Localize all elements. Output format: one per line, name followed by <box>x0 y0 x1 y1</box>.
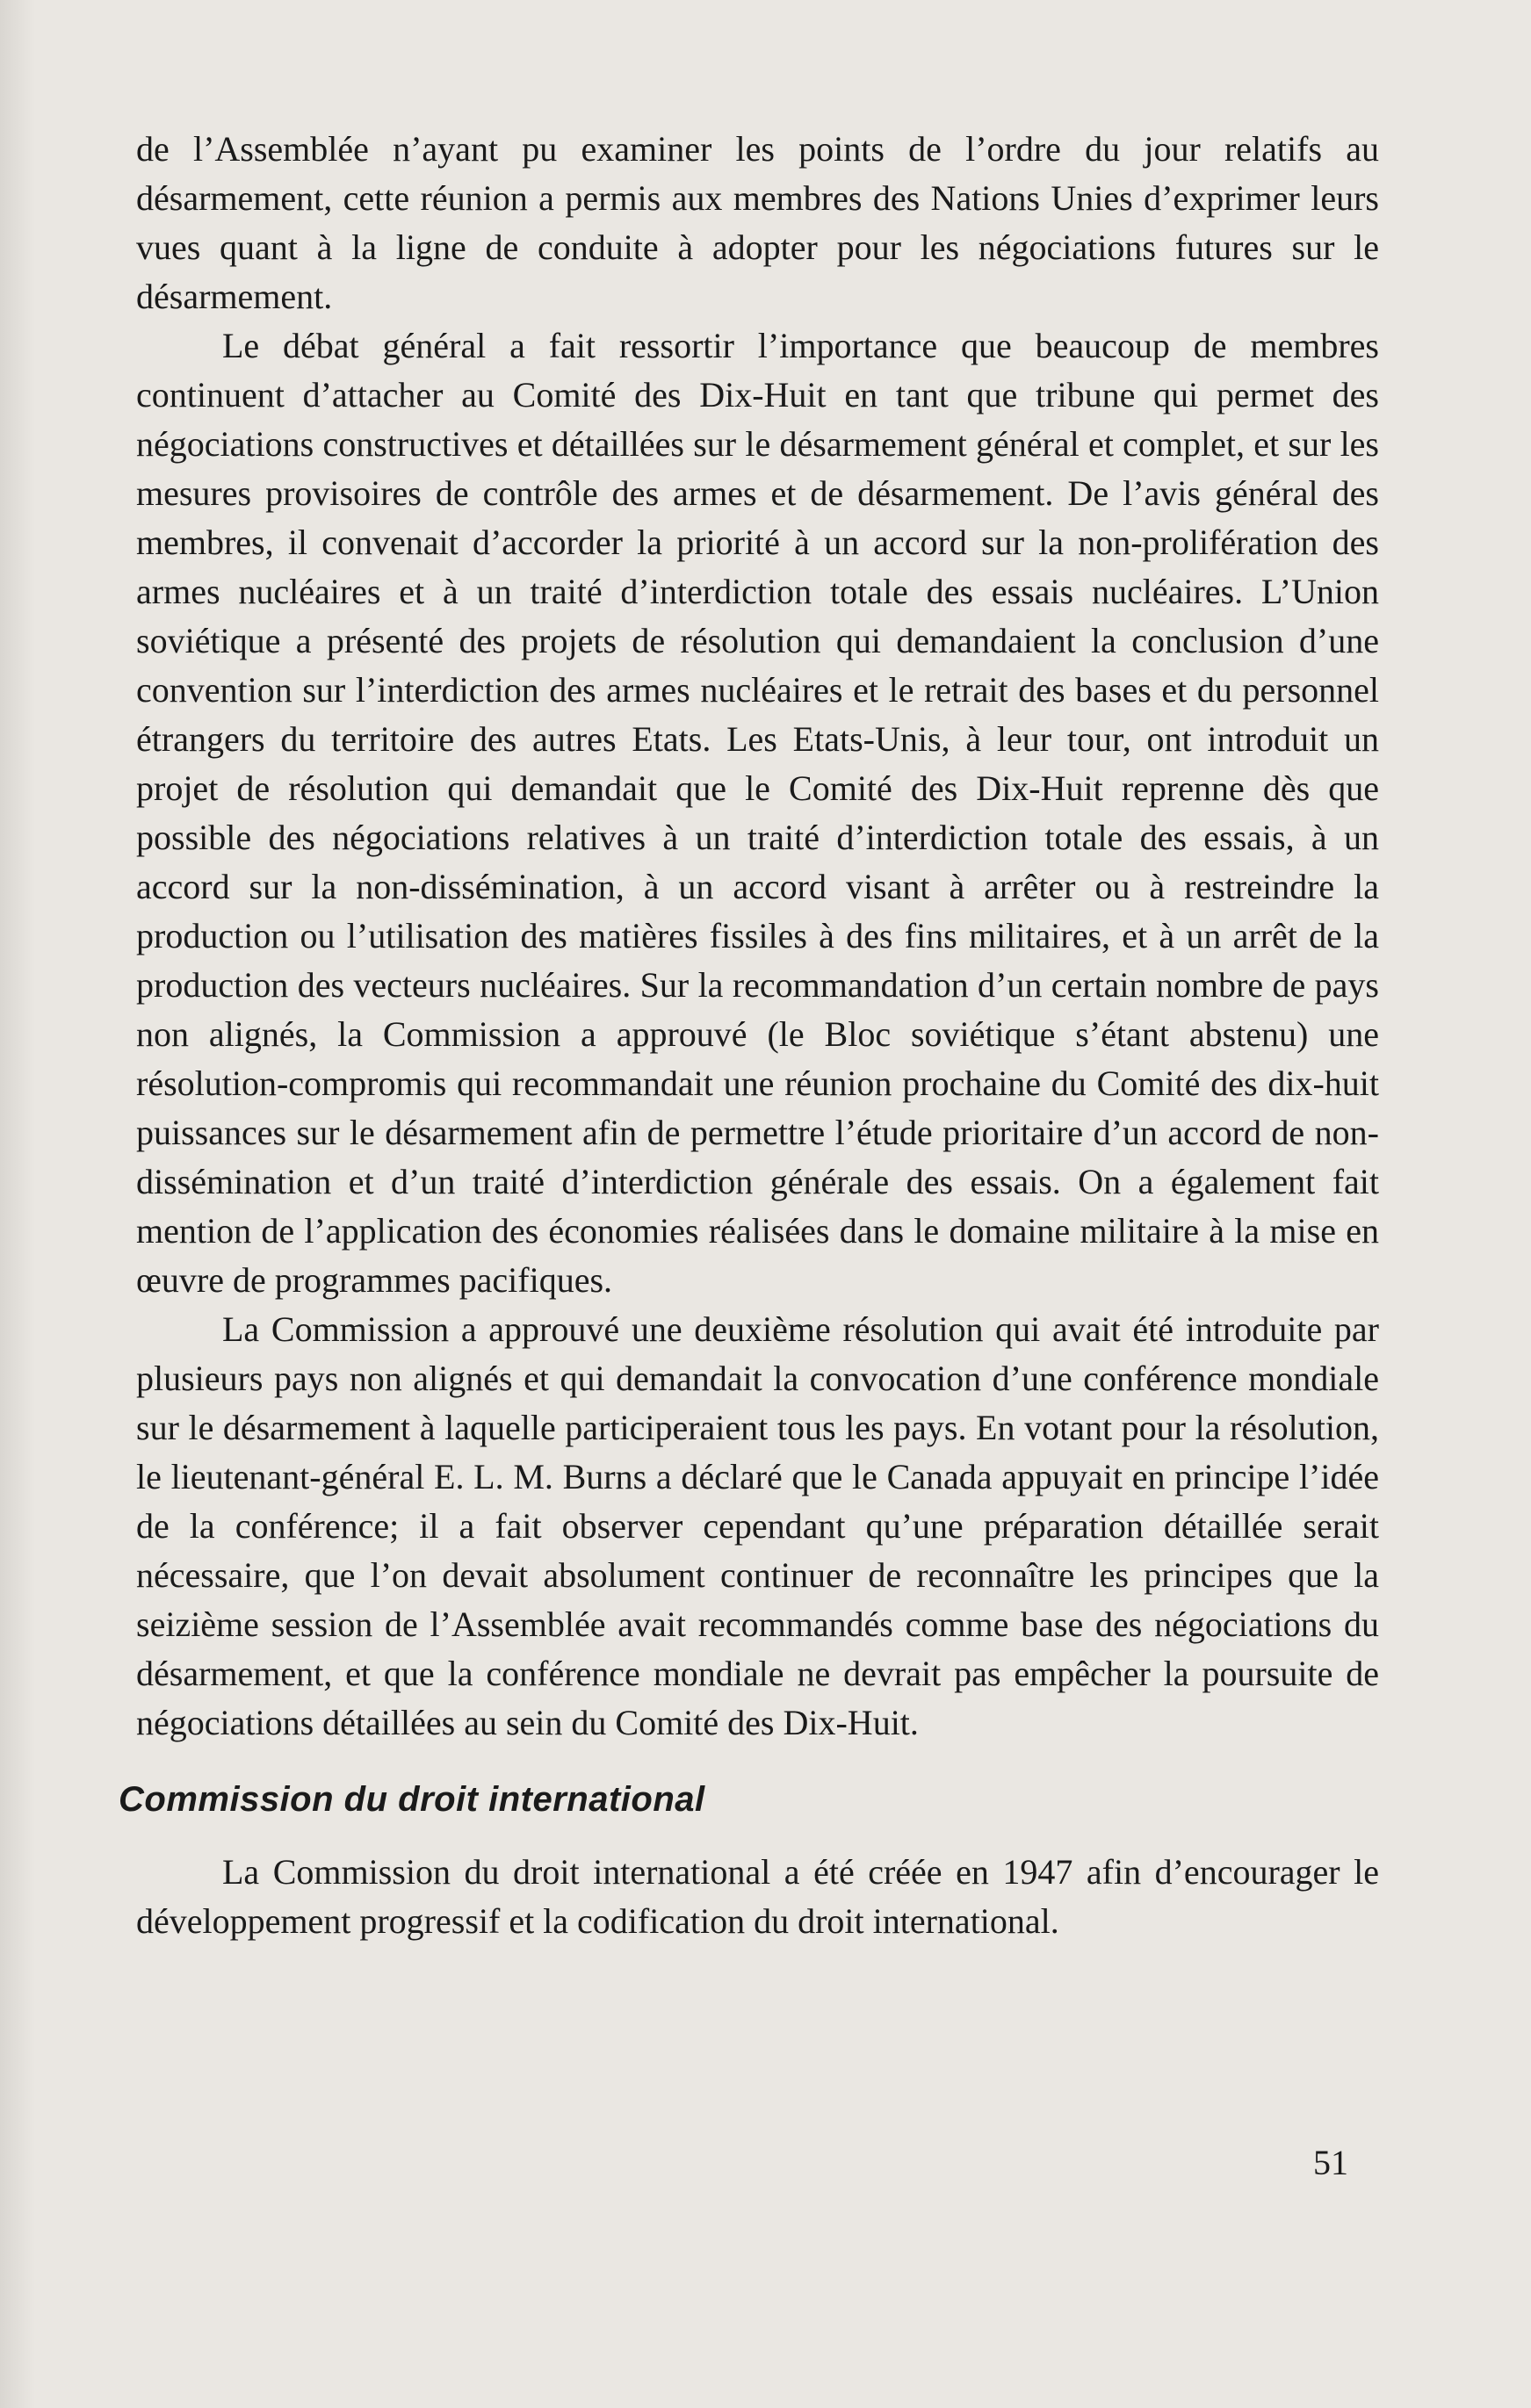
paragraph-1: de l’Assemblée n’ayant pu examiner les points de l’ordre du jour relatifs au désarmement, cette réunion a permis aux membres des Nations Unies d’exprimer leurs vues quant à la ligne de conduite à adopter pour les négociations futures sur le désarmement. <box>136 129 1379 316</box>
paragraph-3: La Commission a approuvé une deuxième résolution qui avait été introduite par plusieurs pays non alignés et qui demandait la convocation d’une conférence mondiale sur le désarmement à laquelle participeraient tous les pays. En votant pour la résolution, le lieutenant-général E. L. M. Burns a déclaré que le Canada appuyait en principe l’idée de la conférence; il a fait observer cependant qu’une préparation détaillée serait nécessaire, que l’on devait absolument continuer de reconnaître les principes que la seizième session de l’Assemblée avait recommandés comme base des négociations du désarmement, et que la conférence mondiale ne devrait pas empêcher la poursuite de négociations détaillées au sein du Comité des Dix-Huit. <box>136 1309 1379 1742</box>
paragraph-2: Le débat général a fait ressortir l’importance que beaucoup de membres continuent d’attacher au Comité des Dix-Huit en tant que tribune qui permet des négociations constructives et détaillées sur le désarmement général et complet, et sur les mesures provisoires de contrôle des armes et de désarmement. De l’avis général des membres, il convenait d’accorder la priorité à un accord sur la non-prolifération des armes nucléaires et à un traité d’interdiction totale des essais nucléaires. L’Union soviétique a présenté des projets de résolution qui demandaient la conclusion d’une convention sur l’interdiction des armes nucléaires et le retrait des bases et du personnel étrangers du territoire des autres Etats. Les Etats-Unis, à leur tour, ont introduit un projet de résolution qui demandait que le Comité des Dix-Huit reprenne dès que possible des négociations relatives à un traité d’interdiction totale des essais, à un accord sur la non-dissémination, à un accord visant à arrêter ou à restreindre la production ou l’utilisation des matières fissiles à des fins militaires, et à un arrêt de la production des vecteurs nucléaires. Sur la recommandation d’un certain nombre de pays non alignés, la Commission a approuvé (le Bloc soviétique s’étant abstenu) une résolution-compromis qui recommandait une réunion prochaine du Comité des dix-huit puissances sur le désarmement afin de permettre l’étude prioritaire d’un accord de non-dissémination et d’un traité d’interdiction générale des essais. On a également fait mention de l’application des économies réalisées dans le domaine militaire à la mise en œuvre de programmes pacifiques. <box>136 326 1379 1300</box>
page-gutter-shadow <box>0 0 35 2408</box>
page-body <box>119 125 1379 1946</box>
section-heading: Commission du droit international <box>119 1780 705 1819</box>
paragraph-4: La Commission du droit international a été créée en 1947 afin d’encourager le développement progressif et la codification du droit international. <box>136 1852 1379 1941</box>
page-number: 51 <box>1313 2143 1348 2182</box>
